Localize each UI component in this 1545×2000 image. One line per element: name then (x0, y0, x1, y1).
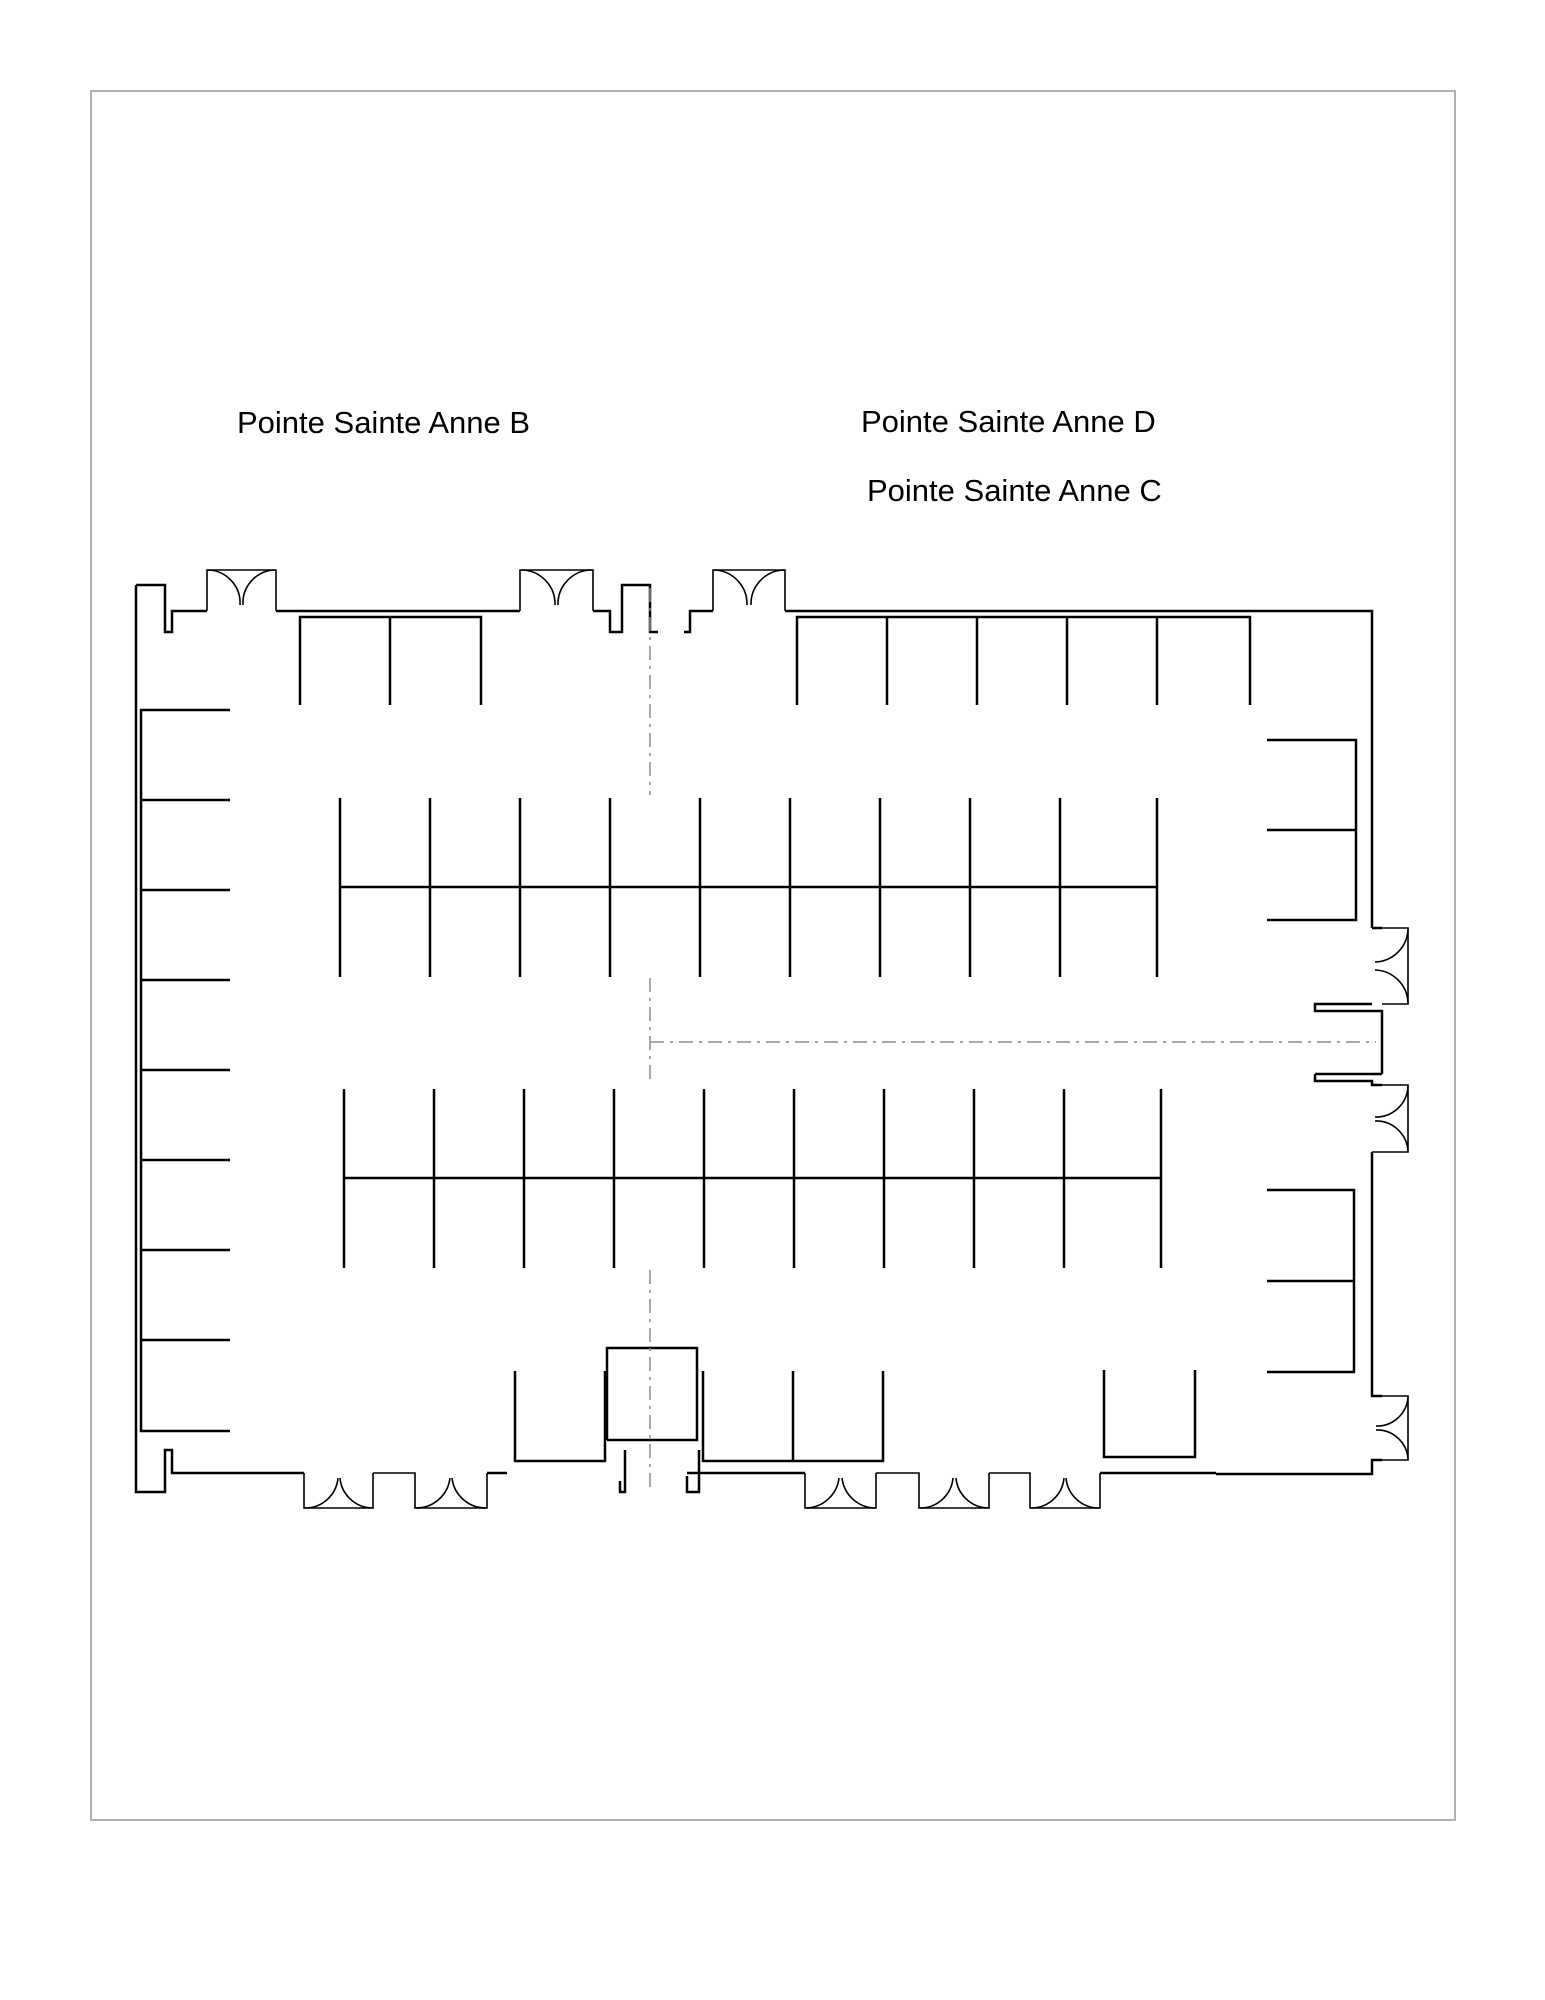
door-right-2 (1372, 1085, 1408, 1152)
door-top-2 (520, 570, 593, 611)
wall-top-left (136, 585, 207, 632)
room-dividers (650, 588, 1376, 1487)
wall-top-right (684, 611, 1372, 928)
door-bottom-1 (304, 1473, 373, 1508)
exterior-walls (136, 585, 1382, 1492)
door-top-1 (207, 570, 276, 611)
booth-column-right-lower (1267, 1190, 1355, 1372)
label-room-c: Pointe Sainte Anne C (867, 473, 1162, 508)
booth-row-top-left (300, 617, 481, 705)
booth-row-bottom-b (607, 1348, 697, 1440)
label-room-b: Pointe Sainte Anne B (237, 405, 531, 440)
door-bottom-5 (989, 1473, 1100, 1508)
door-right-1 (1375, 928, 1408, 1004)
booth-row-bottom-a (515, 1371, 605, 1461)
wall-left (136, 585, 304, 1492)
booth-column-left (141, 710, 230, 1431)
door-right-3 (1376, 1396, 1408, 1460)
wall-top-center (276, 585, 658, 632)
booth-row-bottom-d (1104, 1370, 1195, 1457)
booth-row-top-right (797, 617, 1250, 705)
wall-right-notch (1315, 928, 1382, 1085)
booth-row-bottom-c (703, 1371, 883, 1461)
wall-right-lower (1216, 1152, 1382, 1474)
booth-column-right-upper (1267, 740, 1356, 920)
door-bottom-3 (805, 1473, 876, 1508)
wall-bottom-mid (487, 1450, 699, 1492)
page-frame (91, 91, 1455, 1820)
door-bottom-2 (373, 1473, 487, 1508)
doors (207, 570, 1408, 1508)
label-room-d: Pointe Sainte Anne D (861, 404, 1156, 439)
booth-partitions (141, 617, 1356, 1461)
door-top-3 (713, 570, 785, 611)
door-bottom-4 (876, 1473, 989, 1508)
